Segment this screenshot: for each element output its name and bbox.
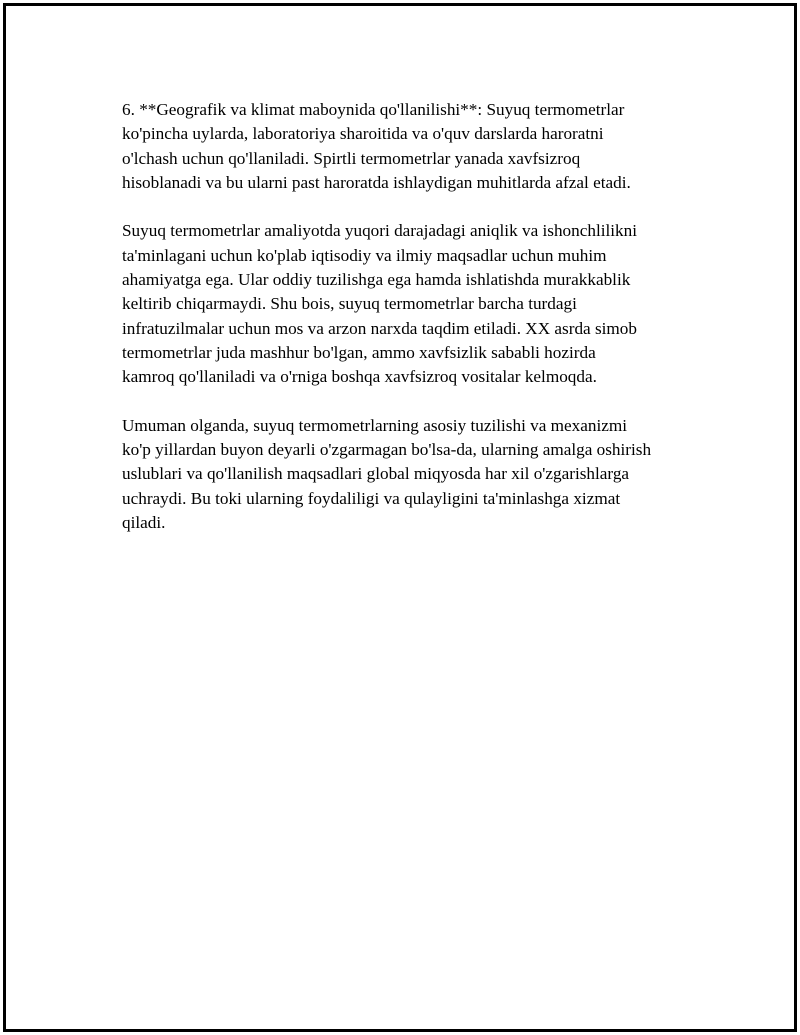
text-line: infratuzilmalar uchun mos va arzon narxda taqdim etiladi. XX asrda simob — [122, 318, 637, 338]
paragraph-practical-importance — [122, 219, 702, 389]
text-line: kamroq qo'llaniladi va o'rniga boshqa xavfsizroq vositalar kelmoqda. — [122, 367, 597, 387]
text-line: hisoblanadi va bu ularni past haroratda ishlaydigan muhitlarda afzal etadi. — [122, 172, 631, 192]
paragraph-conclusion — [122, 414, 702, 535]
text-line: qiladi. — [122, 513, 166, 533]
text-line: uslublari va qo'llanilish maqsadlari global miqyosda har xil o'zgarishlarga — [122, 464, 630, 484]
text-line: ahamiyatga ega. Ular oddiy tuzilishga ega hamda ishlatishda murakkablik — [122, 270, 631, 290]
text-line: keltirib chiqarmaydi. Shu bois, suyuq termometrlar barcha turdagi — [122, 294, 577, 314]
text-line: Umuman olganda, suyuq termometrlarning asosiy tuzilishi va mexanizmi — [122, 415, 628, 435]
text-line: 6. **Geografik va klimat maboynida qo'llanilishi**: Suyuq termometrlar — [122, 100, 625, 119]
document-body — [122, 98, 702, 560]
text-line: termometrlar juda mashhur bo'lgan, ammo xavfsizlik sababli hozirda — [122, 342, 596, 362]
text-line: Suyuq termometrlar amaliyotda yuqori darajadagi aniqlik va ishonchlilikni — [122, 221, 638, 241]
text-line: ko'pincha uylarda, laboratoriya sharoitida va o'quv darslarda haroratni — [122, 124, 604, 144]
text-line: ta'minlagani uchun ko'plab iqtisodiy va ilmiy maqsadlar uchun muhim — [122, 245, 607, 265]
paragraph-geographic-usage — [122, 98, 702, 195]
text-line: o'lchash uchun qo'llaniladi. Spirtli termometrlar yanada xavfsizroq — [122, 148, 581, 168]
page-frame — [3, 3, 797, 1032]
text-line: ko'p yillardan buyon deyarli o'zgarmagan bo'lsa-da, ularning amalga oshirish — [122, 440, 652, 460]
text-line: uchraydi. Bu toki ularning foydaliligi va qulayligini ta'minlashga xizmat — [122, 488, 621, 508]
